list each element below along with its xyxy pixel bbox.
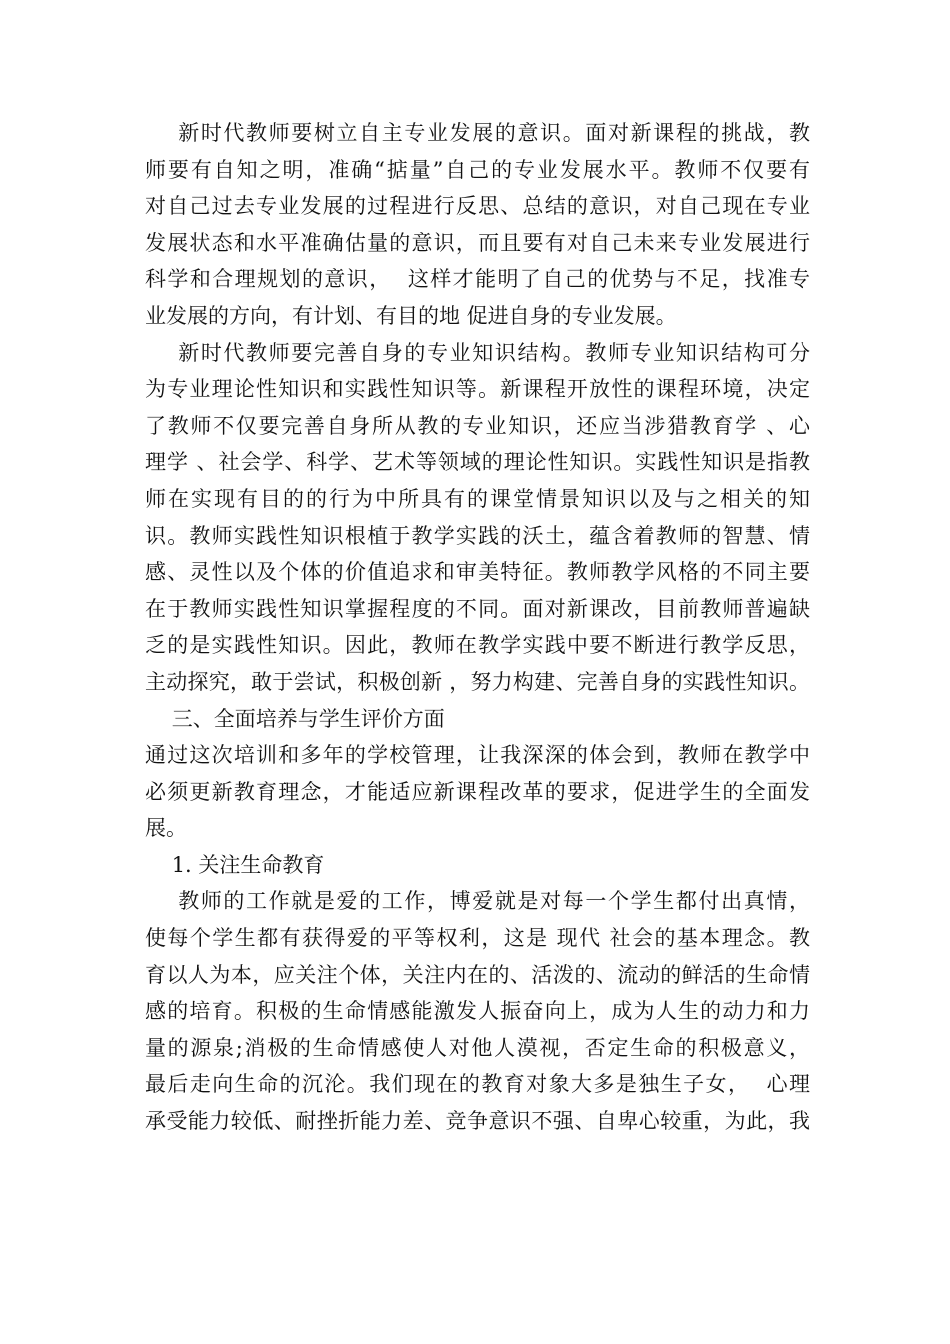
text-line: 乏的是实践性知识。因此，教师在教学实践中要不断进行教学反思， [145,633,810,658]
text-line: 育以人为本，应关注个体，关注内在的、活泼的、流动的鲜活的生命情 [145,962,810,987]
text-line: 对自己过去专业发展的过程进行反思、总结的意识，对自己现在专业 [145,194,810,219]
text-line: 识。教师实践性知识根植于教学实践的沃土，蕴含着教师的智慧、情 [145,523,810,548]
text-line: 新时代教师要树立自主专业发展的意识。面对新课程的挑战，教 [145,121,810,145]
text-line: 感的培育。积极的生命情感能激发人振奋向上，成为人生的动力和力 [145,999,810,1024]
text-line: 承受能力较低、耐挫折能力差、竞争意识不强、自卑心较重，为此，我 [145,1109,810,1134]
text-line: 1. 关注生命教育 [145,852,325,877]
text-line: 师在实现有目的的行为中所具有的课堂情景知识以及与之相关的知 [145,486,810,511]
text-line: 量的源泉;消极的生命情感使人对他人漠视，否定生命的积极意义， [145,1035,810,1060]
text-line: 使每个学生都有获得爱的平等权利，这是 现代 社会的基本理念。教 [145,926,810,951]
text-line: 新时代教师要完善自身的专业知识结构。教师专业知识结构可分 [145,340,810,365]
text-line: 科学和合理规划的意识， 这样才能明了自己的优势与不足，找准专 [145,267,810,292]
text-line: 了教师不仅要完善自身所从教的专业知识，还应当涉猎教育学 、心 [145,413,810,438]
text-line: 教师的工作就是爱的工作，博爱就是对每一个学生都付出真情， [145,889,810,914]
text-line: 三、全面培养与学生评价方面 [145,706,445,731]
text-line: 最后走向生命的沉沦。我们现在的教育对象大多是独生子女， 心理 [145,1072,810,1097]
text-line: 为专业理论性知识和实践性知识等。新课程开放性的课程环境，决定 [145,377,810,402]
text-line: 主动探究，敢于尝试，积极创新 ，努力构建、完善自身的实践性知识。 [145,669,810,694]
text-line: 在于教师实践性知识掌握程度的不同。面对新课改，目前教师普遍缺 [145,596,810,621]
text-line: 通过这次培训和多年的学校管理，让我深深的体会到，教师在教学中 [145,743,810,768]
text-line: 师要有自知之明，准确“掂量”自己的专业发展水平。教师不仅要有 [145,157,810,182]
text-line: 必须更新教育理念，才能适应新课程改革的要求，促进学生的全面发 [145,779,810,804]
text-line: 发展状态和水平准确估量的意识，而且要有对自己未来专业发展进行 [145,230,810,255]
document-body [145,115,810,1140]
text-line: 业发展的方向，有计划、有目的地 促进自身的专业发展。 [145,303,677,328]
text-line: 理学 、社会学、科学、艺术等领域的理论性知识。实践性知识是指教 [145,450,810,475]
text-line: 感、灵性以及个体的价值追求和审美特征。教师教学风格的不同主要 [145,560,810,585]
text-line: 展。 [145,816,187,841]
